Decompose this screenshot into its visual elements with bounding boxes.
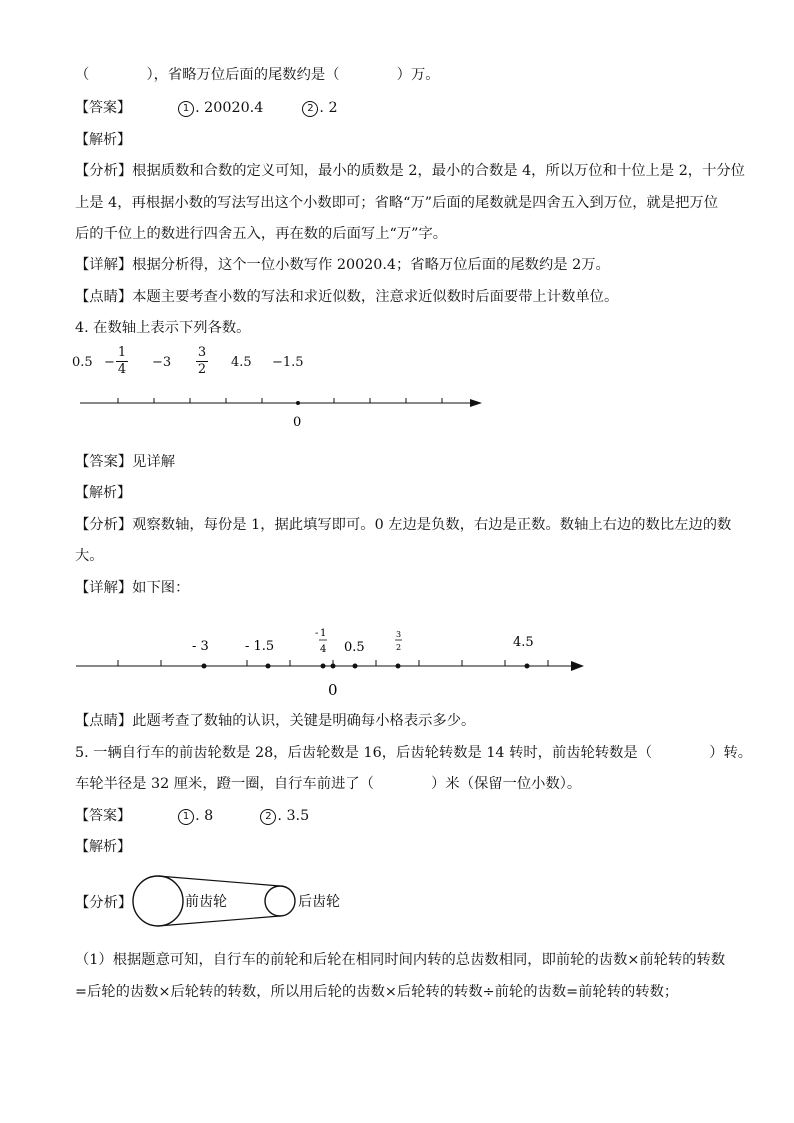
q3-fenxi-line-2: 上是 4，再根据小数的写法写出这个小数即可；省略“万”后面的尾数就是四舍五入到万位，就是把万位 [75, 195, 719, 211]
label-4.5: 4.5 [513, 635, 534, 650]
q3-jiexi: 【解析】 [75, 132, 131, 148]
answer-value-2: . 2 [319, 100, 338, 116]
back-gear-label: 后齿轮 [298, 894, 340, 910]
fraction-three-halves [196, 345, 208, 378]
back-gear-circle [265, 886, 295, 916]
point-4.5 [525, 664, 530, 669]
q5-answer-line [75, 807, 309, 825]
number-minus-3: −3 [152, 355, 172, 370]
label-three-halves-num: 3 [396, 630, 402, 639]
answer-tag: 【答案】 [75, 100, 131, 116]
q5-paragraph-1-line-1: （1）根据题意可知，自行车的前轮和后轮在相同时间内转的总齿数相同，即前轮的齿数×前轮转的转数 [75, 952, 726, 968]
answer-number-line [0, 620, 794, 702]
fraction-sign: − [104, 355, 115, 370]
q3-fenxi-line-3: 后的千位上的数进行四舍五入，再在数的后面写上“万”字。 [75, 226, 448, 242]
q3-fenxi-line-1: 【分析】根据质数和合数的定义可知，最小的质数是 2，最小的合数是 4，所以万位和十位上是 2，十分位 [75, 163, 745, 179]
answer-value-1: . 8 [195, 808, 214, 824]
q4-title: 4. 在数轴上表示下列各数。 [75, 320, 251, 336]
point-zero [331, 664, 336, 669]
axis-zero-label: 0 [328, 681, 338, 699]
point-0.5 [353, 664, 358, 669]
q4-fenxi-line-1: 【分析】观察数轴，每份是 1，据此填写即可。0 左边是负数，右边是正数。数轴上右边的数比左边的数 [75, 517, 732, 533]
number-0.5: 0.5 [72, 355, 93, 370]
q4-dianjing: 【点睛】此题考查了数轴的认识，关键是明确每小格表示多少。 [75, 713, 476, 729]
answer-value-1: . 20020.4 [195, 100, 264, 116]
blank-number-line [0, 390, 794, 434]
q4-jiexi: 【解析】 [75, 485, 131, 501]
tick-marks [118, 398, 442, 403]
fraction-denominator: 4 [117, 362, 127, 377]
answer-tag: 【答案】 [75, 808, 131, 824]
label-0.5: 0.5 [344, 640, 365, 655]
fraction-numerator: 3 [197, 345, 207, 360]
circled-number-1: 1 [178, 101, 194, 117]
label-minus-1.5: - 1.5 [245, 639, 275, 654]
gear-diagram [128, 872, 348, 932]
axis-zero-label: 0 [293, 415, 302, 430]
point-three-halves [396, 664, 401, 669]
q4-answer: 【答案】见详解 [75, 454, 176, 470]
point-minus-1.5 [266, 664, 271, 669]
q4-number-list [72, 343, 332, 387]
circled-number-1: 1 [178, 809, 194, 825]
number-minus-1.5: −1.5 [272, 355, 304, 370]
q5-question-line-1: 5. 一辆自行车的前齿轮数是 28，后齿轮数是 16，后齿轮转数是 14 转时，前齿轮转数是（ ）转。 [75, 745, 753, 761]
q3-answer-line [75, 99, 338, 117]
label-minus-3: - 3 [192, 639, 209, 654]
label-three-halves-den: 2 [396, 643, 402, 652]
q4-fenxi-line-2: 大。 [75, 548, 104, 564]
fraction-denominator: 2 [197, 362, 207, 377]
label-minus-quarter-num: 1 [320, 628, 327, 639]
label-minus-quarter-den: 4 [320, 644, 327, 655]
q5-question-line-2: 车轮半径是 32 厘米，蹬一圈，自行车前进了（ ）米（保留一位小数）。 [75, 776, 582, 792]
fraction-numerator: 1 [117, 345, 127, 360]
q5-jiexi: 【解析】 [75, 839, 131, 855]
q5-paragraph-1-line-2: =后轮的齿数×后轮转的转数，所以用后轮的齿数×后轮转的转数÷前轮的齿数=前轮转的转数； [75, 984, 679, 1000]
front-gear-circle [133, 876, 183, 926]
label-minus-quarter-sign: - [315, 628, 319, 639]
circled-number-2: 2 [260, 809, 276, 825]
q5-fenxi-tag: 【分析】 [75, 895, 133, 911]
q3-xiangjie: 【详解】根据分析得，这个一位小数写作 20020.4；省略万位后面的尾数约是 2万。 [75, 257, 610, 273]
circled-number-2: 2 [302, 101, 318, 117]
front-gear-label: 前齿轮 [185, 894, 227, 910]
point-minus-quarter [321, 664, 326, 669]
fraction-minus-quarter [116, 345, 128, 378]
answer-value-2: . 3.5 [277, 808, 310, 824]
number-4.5: 4.5 [231, 355, 252, 370]
q4-xiangjie: 【详解】如下图： [75, 580, 190, 596]
q3-dianjing: 【点睛】本题主要考查小数的写法和求近似数，注意求近似数时后面要带上计数单位。 [75, 289, 619, 305]
q3-top-line: （ ），省略万位后面的尾数约是（ ）万。 [75, 67, 440, 83]
point-minus-3 [202, 664, 207, 669]
origin-point [296, 401, 300, 405]
